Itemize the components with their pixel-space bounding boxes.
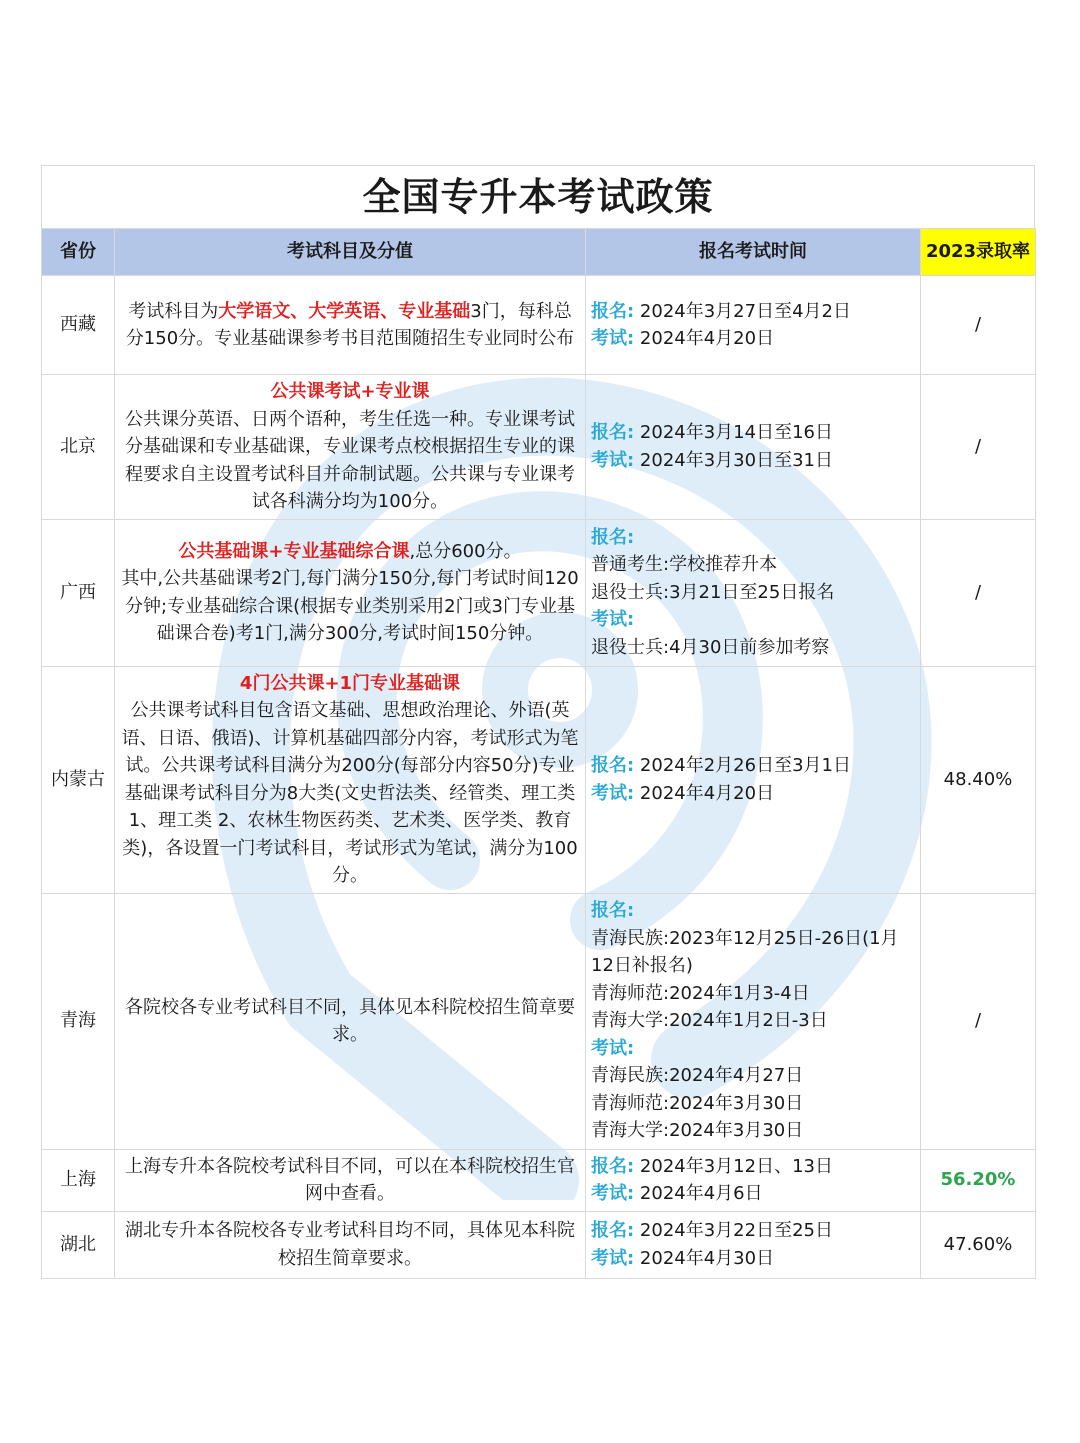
table-row xyxy=(42,893,1036,1149)
subjects-cell: 湖北专升本各院校各专业考试科目均不同，具体见本科院校招生简章要求。 xyxy=(115,1211,586,1278)
table-row xyxy=(42,1149,1036,1211)
exam-value: 2024年4月6日 xyxy=(634,1183,763,1204)
subjects-cell xyxy=(115,519,586,666)
subjects-text: 公共课考试科目包含语文基础、思想政治理论、外语(英语、日语、俄语)、计算机基础四部分内容，考试形式为笔试。公共课考试科目满分为200分(每部分内容50分)专业基础课考试科目分为8大类(文史哲法类、经管类、理工类 1、理工类 2、农林生物医药类、艺术类、医学类、教育类)，各设置一门考试科目，考试形式为笔试，满分为100 分。 xyxy=(121,700,579,886)
time-cell xyxy=(586,519,921,666)
province-cell: 西藏 xyxy=(42,276,115,375)
table-row xyxy=(42,666,1036,893)
rate-cell: / xyxy=(921,893,1036,1149)
reg-value: 2024年3月22日至25日 xyxy=(634,1220,833,1241)
reg-line: 退役士兵:3月21日至25日报名 xyxy=(591,581,835,603)
exam-label: 考试: xyxy=(591,782,635,804)
header-province: 省份 xyxy=(42,229,115,276)
province-cell: 湖北 xyxy=(42,1211,115,1278)
province-cell: 广西 xyxy=(42,519,115,666)
exam-value: 2024年3月30日至31日 xyxy=(634,449,833,471)
reg-value: 2024年3月12日、13日 xyxy=(634,1155,833,1177)
exam-line: 青海民族:2024年4月27日 xyxy=(591,1065,804,1087)
subjects-highlight: 公共基础课+专业基础综合课 xyxy=(178,540,410,562)
time-cell xyxy=(586,666,921,893)
reg-line: 普通考生:学校推荐升本 xyxy=(591,554,778,576)
rate-cell: 48.40% xyxy=(921,666,1036,893)
exam-line: 退役士兵:4月30日前参加考察 xyxy=(591,636,830,658)
reg-value: 2024年2月26日至3月1日 xyxy=(634,755,851,776)
exam-value: 2024年4月20日 xyxy=(634,782,775,804)
subjects-cell xyxy=(115,666,586,893)
rate-cell: 47.60% xyxy=(921,1211,1036,1278)
subjects-text: ,总分600分。 xyxy=(409,540,522,562)
province-cell: 青海 xyxy=(42,893,115,1149)
subjects-cell: 上海专升本各院校考试科目不同，可以在本科院校招生官网中查看。 xyxy=(115,1149,586,1211)
reg-line: 青海民族:2023年12月25日-26日(1月12日补报名) xyxy=(591,927,899,977)
reg-label: 报名: xyxy=(591,422,635,444)
exam-line: 青海大学:2024年3月30日 xyxy=(591,1120,804,1142)
header-time: 报名考试时间 xyxy=(586,229,921,276)
policy-table-container xyxy=(41,165,1035,1279)
subjects-title: 4门公共课+1门专业基础课 xyxy=(239,672,461,694)
exam-label: 考试: xyxy=(591,1037,635,1059)
exam-label: 考试: xyxy=(591,449,635,471)
province-cell: 北京 xyxy=(42,375,115,520)
rate-cell: / xyxy=(921,276,1036,375)
subjects-cell: 各院校各专业考试科目不同，具体见本科院校招生简章要求。 xyxy=(115,893,586,1149)
reg-label: 报名: xyxy=(591,1220,635,1241)
subjects-title: 公共课考试+专业课 xyxy=(270,381,430,402)
exam-label: 考试: xyxy=(591,609,635,631)
time-cell xyxy=(586,1211,921,1278)
table-row xyxy=(42,375,1036,520)
header-rate: 2023录取率 xyxy=(921,229,1036,276)
province-cell: 内蒙古 xyxy=(42,666,115,893)
rate-cell-highlight: 56.20% xyxy=(921,1149,1036,1211)
table-row xyxy=(42,276,1036,375)
reg-line: 青海大学:2024年1月2日-3日 xyxy=(591,1010,828,1032)
time-cell xyxy=(586,893,921,1149)
header-subjects: 考试科目及分值 xyxy=(115,229,586,276)
reg-label: 报名: xyxy=(591,900,635,922)
province-cell: 上海 xyxy=(42,1149,115,1211)
subjects-text: 考试科目为 xyxy=(128,300,219,322)
subjects-text: 公共课分英语、日两个语种，考生任选一种。专业课考试分基础课和专业基础课，专业课考点校根据招生专业的课程要求自主设置考试科目并命制试题。公共课与专业课考试各科满分均为100分。 xyxy=(125,408,575,512)
reg-label: 报名: xyxy=(591,1155,635,1177)
subjects-text: 其中,公共基础课考2门,每门满分150分,每门考试时间120分钟;专业基础综合课(根据专业类别采用2门或3门专业基础课合卷)考1门,满分300分,考试时间150分钟。 xyxy=(121,568,579,644)
exam-label: 考试: xyxy=(591,1247,635,1269)
table-header-row xyxy=(42,229,1036,276)
table-row xyxy=(42,1211,1036,1278)
reg-value: 2024年3月14日至16日 xyxy=(634,422,833,444)
subjects-text: 3门，每科总分150分。专业基础课参考书目范围随招生专业同时公布 xyxy=(125,300,575,349)
reg-label: 报名: xyxy=(591,755,635,776)
exam-line: 青海师范:2024年3月30日 xyxy=(591,1092,804,1114)
exam-label: 考试: xyxy=(591,1183,635,1204)
subjects-cell xyxy=(115,276,586,375)
reg-label: 报名: xyxy=(591,526,635,548)
rate-cell: / xyxy=(921,519,1036,666)
time-cell xyxy=(586,276,921,375)
subjects-highlight: 大学语文、大学英语、专业基础 xyxy=(218,300,471,322)
exam-value: 2024年4月20日 xyxy=(634,328,775,349)
subjects-cell xyxy=(115,375,586,520)
reg-label: 报名: xyxy=(591,300,635,322)
time-cell xyxy=(586,375,921,520)
time-cell xyxy=(586,1149,921,1211)
exam-label: 考试: xyxy=(591,328,635,349)
reg-line: 青海师范:2024年1月3-4日 xyxy=(591,982,810,1004)
table-row xyxy=(42,519,1036,666)
policy-table xyxy=(41,228,1036,1279)
rate-cell: / xyxy=(921,375,1036,520)
exam-value: 2024年4月30日 xyxy=(634,1247,775,1269)
reg-value: 2024年3月27日至4月2日 xyxy=(634,300,851,322)
page-title: 全国专升本考试政策 xyxy=(41,165,1035,228)
